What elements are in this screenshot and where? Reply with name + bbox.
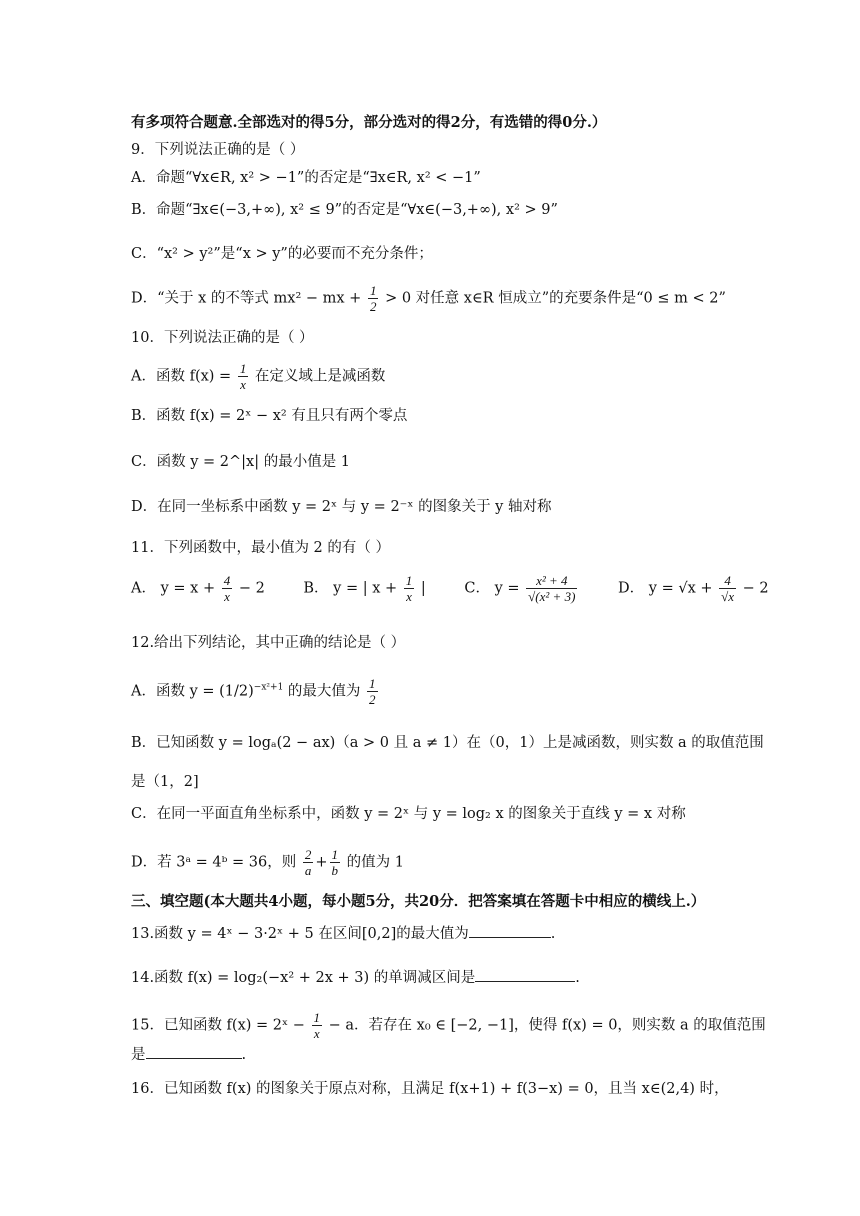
q13-answer-blank [469,923,551,938]
option-label: C． [464,580,490,597]
fraction-numerator: 4 [223,573,231,588]
option-expression: y = √x + [648,580,713,597]
q10-a-suffix: 在定义域上是减函数 [254,368,386,385]
q12-option-b-line1: B．已知函数 y = logₐ(2 − ax)（a > 0 且 a ≠ 1）在（0，1）上是减函数，则实数 a 的取值范围 [131,735,764,751]
section3-heading: 三、填空题(本大题共4小题，每小题5分，共20分．把答案填在答题卡中相应的横线上.） [131,893,706,910]
q15-prefix: 15．已知函数 f(x) = 2ˣ − [131,1017,305,1034]
fraction-denominator: x [313,1026,320,1041]
fraction-numerator: 1 [369,676,376,691]
q9-option-a: A．命题“∀x∈R, x² > −1”的否定是“∃x∈R, x² < −1” [131,170,481,186]
q12-a-exponent: −x²+1 [253,682,284,693]
fraction-denominator: x [224,589,230,604]
q12-a-fraction [367,676,378,707]
option-expression: y = | x + [333,580,398,597]
q13-end: . [550,926,556,942]
q12-d-fraction-2 [330,847,341,878]
q9-option-b: B．命题“∃x∈(−3,+∞), x² ≤ 9”的否定是“∀x∈(−3,+∞), x² > 9” [131,202,558,218]
q13 [131,923,555,944]
option-expression: y = x + [160,580,216,597]
option-label: B． [303,580,329,597]
q15-line1 [131,1010,766,1041]
option-expression-tail: | [420,580,426,597]
q10-option-b: B．函数 f(x) = 2ˣ − x² 有且只有两个零点 [131,408,408,424]
q9-option-d [131,283,726,314]
q10-option-a [131,361,385,392]
fraction-denominator: a [304,863,312,878]
fraction-denominator: x [240,377,246,392]
q12-option-a [131,676,380,707]
fraction-numerator: x² + 4 [526,573,577,589]
q10-option-d: D．在同一坐标系中函数 y = 2ˣ 与 y = 2⁻ˣ 的图象关于 y 轴对称 [131,499,552,515]
fraction-denominator: 2 [369,299,377,314]
q10-a-prefix: A．函数 f(x) = [131,368,232,385]
section-intro: 有多项符合题意.全部选对的得5分，部分选对的得2分，有选错的得0分.） [131,114,607,131]
q11-option-d [618,573,769,604]
fraction-numerator: 1 [369,283,377,298]
fraction-numerator: 1 [331,847,339,862]
q9-stem: 9．下列说法正确的是（ ） [131,142,305,158]
option-label: D． [618,580,645,597]
option-expression: y = [494,580,520,597]
q10-a-fraction [238,361,249,392]
q15-line2 [131,1044,246,1065]
q11-d-fraction [719,573,736,604]
q10-stem: 10．下列说法正确的是（ ） [131,330,314,346]
q12-option-d: D．若 3ᵃ = 4ᵇ = 36，则 $\frac{2}{a}$ + $\frac{1}{b}$ 的值为 1 [131,847,404,878]
q15-answer-blank [146,1044,242,1059]
fraction-denominator: x [406,589,412,604]
q13-text: 13.函数 y = 4ˣ − 3·2ˣ + 5 在区间[0,2]的最大值为 [131,926,469,942]
q11-option-b [303,573,425,604]
fraction-denominator: √x [721,589,735,604]
q11-b-fraction [404,573,415,604]
option-expression-tail: − 2 [742,580,769,597]
q12-a-base: (1/2) [219,683,254,700]
fraction-denominator: b [331,863,339,878]
q15-fraction [312,1010,323,1041]
fraction-numerator: 1 [405,573,413,588]
q14-answer-blank [475,967,575,982]
fraction-numerator: 2 [304,847,312,862]
q12-option-b-line2: 是（1，2] [131,774,199,790]
q11-option-c [464,573,579,604]
q9-d-suffix: > 0 对任意 x∈R 恒成立”的充要条件是“0 ≤ m < 2” [385,290,726,307]
q15-line2-prefix: 是 [131,1047,146,1063]
q9-option-c: C．“x² > y²”是“x > y”的必要而不充分条件； [131,246,433,262]
q14-end: . [575,970,580,986]
q9-d-prefix: D．“关于 x 的不等式 mx² − mx + [131,290,362,307]
fraction-denominator: 2 [369,692,376,707]
q9-d-fraction [368,283,379,314]
fraction-denominator: √(x² + 3) [528,589,576,604]
fraction-numerator: 1 [239,361,247,376]
option-label: A． [131,580,156,597]
q12-d-fraction-1 [303,847,314,878]
q12-d-suffix: 的值为 1 [346,854,404,871]
q11-stem: 11．下列函数中，最小值为 2 的有（ ） [131,540,391,556]
q14 [131,967,580,988]
q12-d-prefix: D．若 3ᵃ = 4ᵇ = 36，则 [131,854,297,871]
q15-end: . [241,1047,247,1063]
q12-option-c: C．在同一平面直角坐标系中，函数 y = 2ˣ 与 y = log₂ x 的图象关于直线 y = x 对称 [131,806,686,822]
fraction-numerator: 4 [719,573,736,589]
q12-stem: 12.给出下列结论，其中正确的结论是（ ） [131,635,406,651]
fraction-numerator: 1 [313,1010,321,1025]
q11-options [131,573,803,604]
q10-option-c: C．函数 y = 2^|x| 的最小值是 1 [131,454,351,470]
q12-a-prefix: A．函数 y = [131,683,215,700]
q14-text: 14.函数 f(x) = log₂(−x² + 2x + 3) 的单调减区间是 [131,970,476,986]
q11-option-a [131,573,265,604]
q11-c-fraction [526,573,577,604]
q12-a-suffix: 的最大值为 [287,683,361,700]
option-expression-tail: − 2 [238,580,265,597]
q16: 16．已知函数 f(x) 的图象关于原点对称，且满足 f(x+1) + f(3−x) = 0，且当 x∈(2,4) 时， [131,1081,729,1097]
q15-middle: − a．若存在 x₀ ∈ [−2, −1]，使得 f(x) = 0，则实数 a 的取值范围 [328,1017,766,1034]
q11-a-fraction [222,573,233,604]
